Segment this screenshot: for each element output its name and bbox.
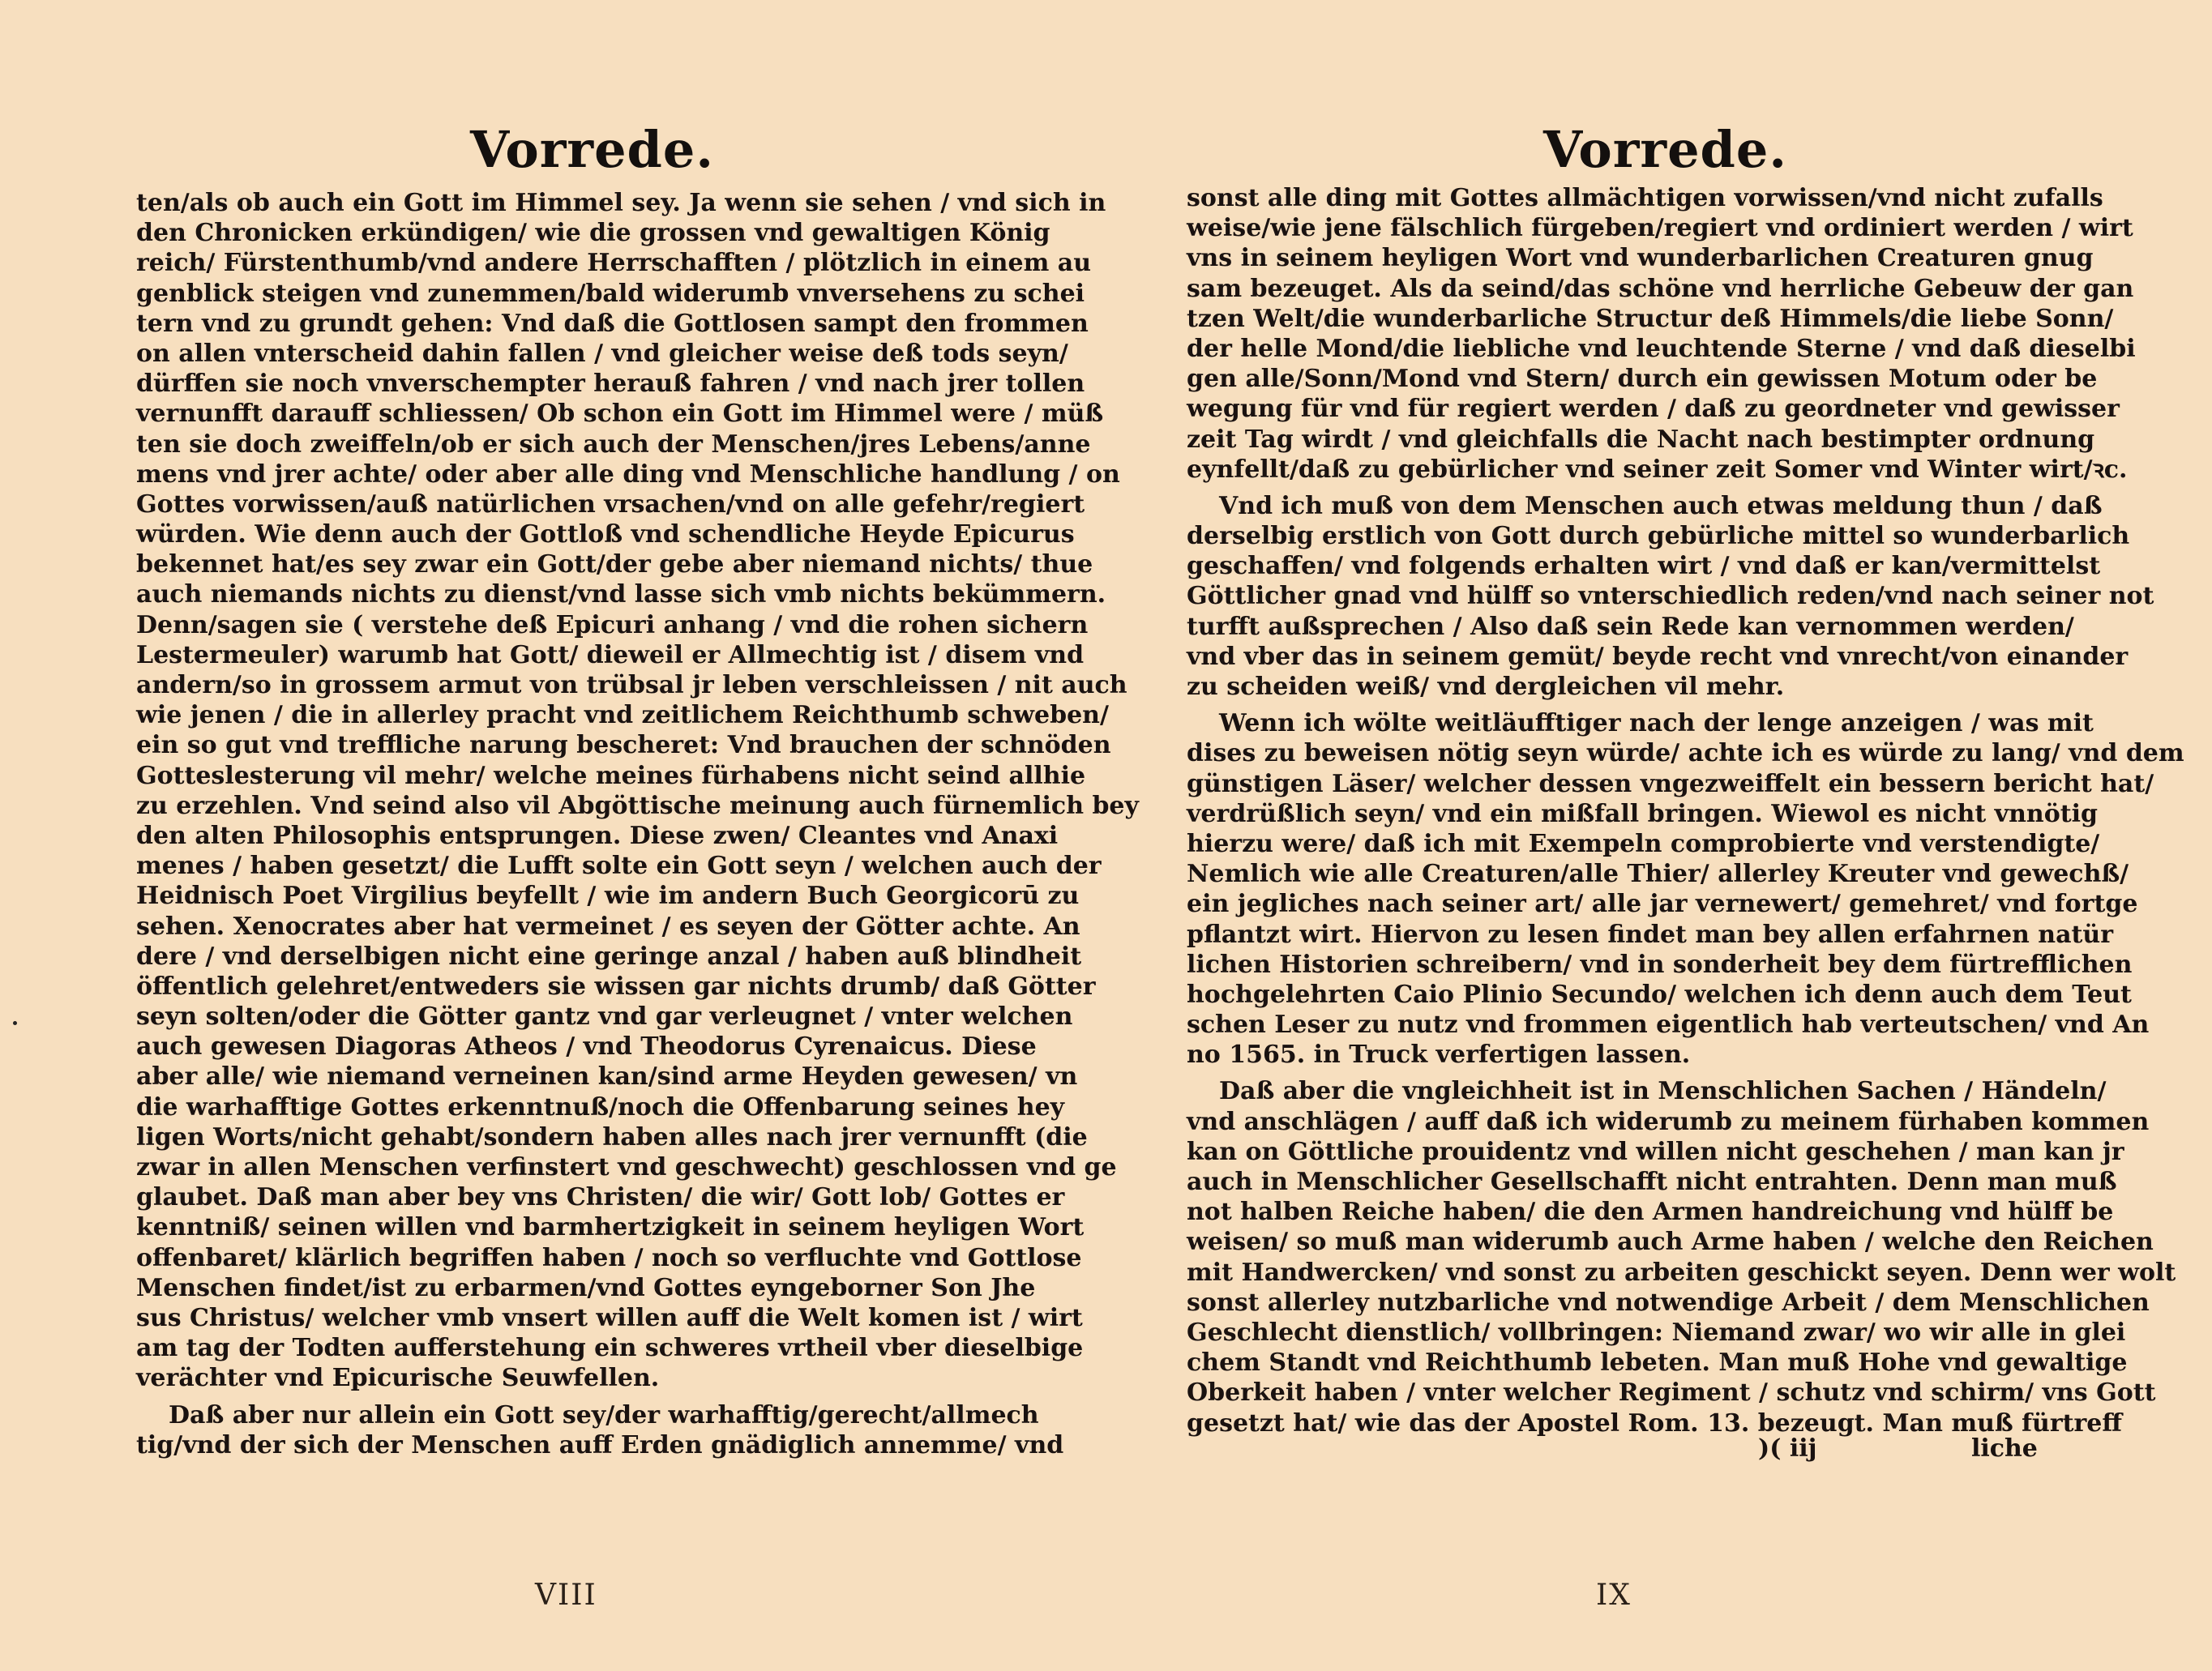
text-line: auch in Menschlicher Gesellschafft nicht entrahten. Denn man muß xyxy=(1187,1168,2117,1196)
text-line: Menschen findet/ist zu erbarmen/vnd Gottes eyngeborner Son Jhe xyxy=(136,1273,1036,1302)
text-line: verächter vnd Epicurische Seuwfellen. xyxy=(136,1364,660,1393)
text-line: auch gewesen Diagoras Atheos / vnd Theodorus Cyrenaicus. Diese xyxy=(136,1032,1037,1062)
text-line: offenbaret/ klärlich begriffen haben / noch so verfluchte vnd Gottlose xyxy=(136,1243,1082,1272)
text-line: öffentlich gelehret/entweders sie wissen gar nichts drumb/ daß Götter xyxy=(136,972,1096,1001)
text-line: hierzu were/ daß ich mit Exempeln comprobierte vnd verstendigte/ xyxy=(1187,829,2100,858)
text-line: chem Standt vnd Reichthumb lebeten. Man muß Hohe vnd gewaltige xyxy=(1187,1348,2128,1378)
text-line: Oberkeit haben / vnter welcher Regiment / schutz vnd schirm/ vns Gott xyxy=(1187,1378,2156,1408)
paragraph-gap xyxy=(136,1394,1012,1400)
text-line: glaubet. Daß man aber bey vns Christen/ die wir/ Gott lob/ Gottes er xyxy=(136,1183,1065,1212)
text-line: günstigen Läser/ welcher dessen vngezweiffelt ein bessern bericht hat/ xyxy=(1187,769,2154,798)
text-line: sonst alle ding mit Gottes allmächtigen vorwissen/vnd nicht zufalls xyxy=(1187,184,2103,212)
text-line: weise/wie jene fälschlich fürgeben/regiert vnd ordiniert werden / wirt xyxy=(1187,214,2133,243)
text-line: den alten Philosophis entsprungen. Diese zwen/ Cleantes vnd Anaxi xyxy=(136,821,1059,850)
text-line: ein so gut vnd treffliche narung bescheret: Vnd brauchen der schnöden xyxy=(136,731,1111,760)
text-line: seyn solten/oder die Götter gantz vnd gar verleugnet / vnter welchen xyxy=(136,1002,1073,1032)
paragraph-gap xyxy=(1187,485,2078,491)
text-line: derselbig erstlich von Gott durch gebürliche mittel so wunderbarlich xyxy=(1187,522,2130,551)
text-line: no 1565. in Truck verfertigen lassen. xyxy=(1187,1041,1691,1070)
text-line: würden. Wie denn auch der Gottloß vnd schendliche Heyde Epicurus xyxy=(136,520,1075,549)
text-line: genblick steigen vnd zunemmen/bald widerumb vnversehens zu schei xyxy=(136,279,1085,308)
text-line: ein jegliches nach seiner art/ alle jar vernewert/ gemehret/ vnd fortge xyxy=(1187,890,2138,919)
text-line: verdrüßlich seyn/ vnd ein mißfall bringen. Wiewol es nicht vnnötig xyxy=(1187,799,2098,828)
paragraph-gap xyxy=(1187,1070,2078,1076)
page-heading: Vorrede. xyxy=(470,120,714,179)
text-line: weisen/ so muß man widerumb auch Arme haben / welche den Reichen xyxy=(1187,1228,2154,1257)
text-line: hochgelehrten Caio Plinio Secundo/ welchen ich denn auch dem Teut xyxy=(1187,980,2132,1009)
text-line: tzen Welt/die wunderbarliche Structur deß Himmels/die liebe Sonn/ xyxy=(1187,304,2114,333)
text-line: Daß aber nur allein ein Gott sey/der warhafftig/gerecht/allmech xyxy=(169,1400,1039,1430)
text-line: reich/ Fürstenthumb/vnd andere Herrschafften / plötzlich in einem au xyxy=(136,249,1092,278)
text-line: dürffen sie noch vnverschempter herauß fahren / vnd nach jrer tollen xyxy=(136,370,1085,399)
text-line: den Chronicken erkündigen/ wie die grossen vnd gewaltigen König xyxy=(136,219,1050,248)
page-number: IX xyxy=(1596,1579,1632,1612)
text-line: Gottes vorwissen/auß natürlichen vrsachen/vnd on alle gefehr/regiert xyxy=(136,489,1085,519)
text-line: auch niemands nichts zu dienst/vnd lasse sich vmb nichts bekümmern. xyxy=(136,580,1106,609)
text-line: geschaffen/ vnd folgends erhalten wirt / vnd daß er kan/vermittelst xyxy=(1187,552,2101,581)
text-line: kan on Göttliche prouidentz vnd willen nicht geschehen / man kan jr xyxy=(1187,1137,2124,1166)
text-line: der helle Mond/die liebliche vnd leuchtende Sterne / vnd daß dieselbi xyxy=(1187,334,2136,363)
text-line: on allen vnterscheid dahin fallen / vnd gleicher weise deß tods seyn/ xyxy=(136,339,1068,368)
text-line: Nemlich wie alle Creaturen/alle Thier/ allerley Kreuter vnd gewechß/ xyxy=(1187,860,2129,889)
right-page xyxy=(1106,0,2212,1671)
text-line: zu scheiden weiß/ vnd dergleichen vil mehr. xyxy=(1187,673,1785,701)
text-line: Lestermeuler) warumb hat Gott/ dieweil er Allmechtig ist / disem vnd xyxy=(136,640,1085,669)
text-line: Denn/sagen sie ( verstehe deß Epicuri anhang / vnd die rohen sichern xyxy=(136,610,1089,639)
text-line: zeit Tag wirdt / vnd gleichfalls die Nacht nach bestimpter ordnung xyxy=(1187,425,2095,454)
text-line: wie jenen / die in allerley pracht vnd zeitlichem Reichthumb schweben/ xyxy=(136,701,1109,730)
text-line: sam bezeuget. Als da seind/das schöne vnd herrliche Gebeuw der gan xyxy=(1187,274,2134,303)
text-line: Vnd ich muß von dem Menschen auch etwas meldung thun / daß xyxy=(1219,491,2103,520)
text-line: die warhafftige Gottes erkenntnuß/noch die Offenbarung seines hey xyxy=(136,1092,1065,1122)
text-line: gen alle/Sonn/Mond vnd Stern/ durch ein gewissen Motum oder be xyxy=(1187,365,2098,394)
text-line: zu erzehlen. Vnd seind also vil Abgöttische meinung auch fürnemlich bey xyxy=(136,791,1139,820)
text-line: Geschlecht dienstlich/ vollbringen: Niemand zwar/ wo wir alle in glei xyxy=(1187,1318,2126,1347)
text-line: am tag der Todten aufferstehung ein schweres vrtheil vber dieselbige xyxy=(136,1334,1084,1363)
text-line: ten/als ob auch ein Gott im Himmel sey. Ja wenn sie sehen / vnd sich in xyxy=(136,189,1106,217)
text-line: vnd vber das in seinem gemüt/ beyde recht vnd vnrecht/von einander xyxy=(1187,642,2129,671)
text-line: pflantzt wirt. Hiervon zu lesen findet man bey allen erfahrnen natür xyxy=(1187,920,2114,949)
text-line: kenntniß/ seinen willen vnd barmhertzigkeit in seinem heyligen Wort xyxy=(136,1213,1085,1242)
text-line: mit Handwercken/ vnd sonst zu arbeiten geschickt seyen. Denn wer wolt xyxy=(1187,1258,2176,1287)
text-line: gesetzt hat/ wie das der Apostel Rom. 13. bezeugt. Man muß fürtreff xyxy=(1187,1408,2123,1438)
text-line: eynfellt/daß zu gebürlicher vnd seiner zeit Somer vnd Winter wirt/ꝛc. xyxy=(1187,455,2128,484)
text-line: aber alle/ wie niemand verneinen kan/sind arme Heyden gewesen/ vn xyxy=(136,1062,1078,1092)
page-body-text xyxy=(136,188,1139,1460)
signature-mark: )( iij xyxy=(1758,1434,1817,1463)
text-line: sonst allerley nutzbarliche vnd notwendige Arbeit / dem Menschlichen xyxy=(1187,1288,2150,1317)
text-line: Göttlicher gnad vnd hülff so vnterschiedlich reden/vnd nach seiner not xyxy=(1187,582,2154,611)
catchword: liche xyxy=(1970,1434,2038,1463)
text-line: vns in seinem heyligen Wort vnd wunderbarlichen Creaturen gnug xyxy=(1187,244,2094,273)
text-line: vernunfft darauff schliessen/ Ob schon ein Gott im Himmel were / müß xyxy=(136,400,1104,429)
text-line: andern/so in grossem armut von trübsal jr leben verschleissen / nit auch xyxy=(136,671,1127,699)
text-line: Gotteslesterung vil mehr/ welche meines fürhabens nicht seind allhie xyxy=(136,761,1086,790)
text-line: vnd anschlägen / auff daß ich widerumb zu meinem fürhaben kommen xyxy=(1187,1107,2150,1136)
text-line: turfft außsprechen / Also daß sein Rede kan vernommen werden/ xyxy=(1187,612,2074,641)
paragraph-gap xyxy=(1187,702,2078,708)
page-body-text xyxy=(1187,183,2184,1438)
text-line: tern vnd zu grundt gehen: Vnd daß die Gottlosen sampt den frommen xyxy=(136,309,1089,338)
text-line: schen Leser zu nutz vnd frommen eigentlich hab verteutschen/ vnd An xyxy=(1187,1011,2150,1040)
text-line: ten sie doch zweiffeln/ob er sich auch der Menschen/jres Lebens/anne xyxy=(136,430,1091,459)
text-line: mens vnd jrer achte/ oder aber alle ding vnd Menschliche handlung / on xyxy=(136,459,1120,489)
text-line: sus Christus/ welcher vmb vnsert willen auff die Welt komen ist / wirt xyxy=(136,1303,1083,1332)
text-line: ligen Worts/nicht gehabt/sondern haben alles nach jrer vernunfft (die xyxy=(136,1122,1088,1152)
text-line: Wenn ich wölte weitläufftiger nach der lenge anzeigen / was mit xyxy=(1219,709,2094,738)
ink-speck xyxy=(13,1021,17,1025)
catchword-line xyxy=(1758,1434,2038,1463)
text-line: wegung für vnd für regiert werden / daß zu geordneter vnd gewisser xyxy=(1187,395,2120,424)
text-line: dere / vnd derselbigen nicht eine geringe anzal / haben auß blindheit xyxy=(136,942,1082,971)
text-line: tig/vnd der sich der Menschen auff Erden gnädiglich annemme/ vnd xyxy=(136,1430,1064,1459)
text-line: Daß aber die vngleichheit ist in Menschlichen Sachen / Händeln/ xyxy=(1219,1077,2107,1106)
text-line: lichen Historien schreibern/ vnd in sonderheit bey dem fürtrefflichen xyxy=(1187,950,2133,979)
text-line: sehen. Xenocrates aber hat vermeinet / es seyen der Götter achte. An xyxy=(136,912,1080,941)
text-line: menes / haben gesetzt/ die Lufft solte ein Gott seyn / welchen auch der xyxy=(136,852,1102,881)
text-line: dises zu beweisen nötig seyn würde/ achte ich es würde zu lang/ vnd dem xyxy=(1187,739,2184,768)
page-number: VIII xyxy=(535,1579,597,1612)
text-line: bekennet hat/es sey zwar ein Gott/der gebe aber niemand nichts/ thue xyxy=(136,550,1093,579)
text-line: Heidnisch Poet Virgilius beyfellt / wie im andern Buch Georgicorū zu xyxy=(136,882,1080,911)
page-heading: Vorrede. xyxy=(1543,120,1787,179)
text-line: not halben Reiche haben/ die den Armen handreichung vnd hülff be xyxy=(1187,1198,2114,1227)
text-line: zwar in allen Menschen verfinstert vnd geschwecht) geschlossen vnd ge xyxy=(136,1153,1117,1182)
